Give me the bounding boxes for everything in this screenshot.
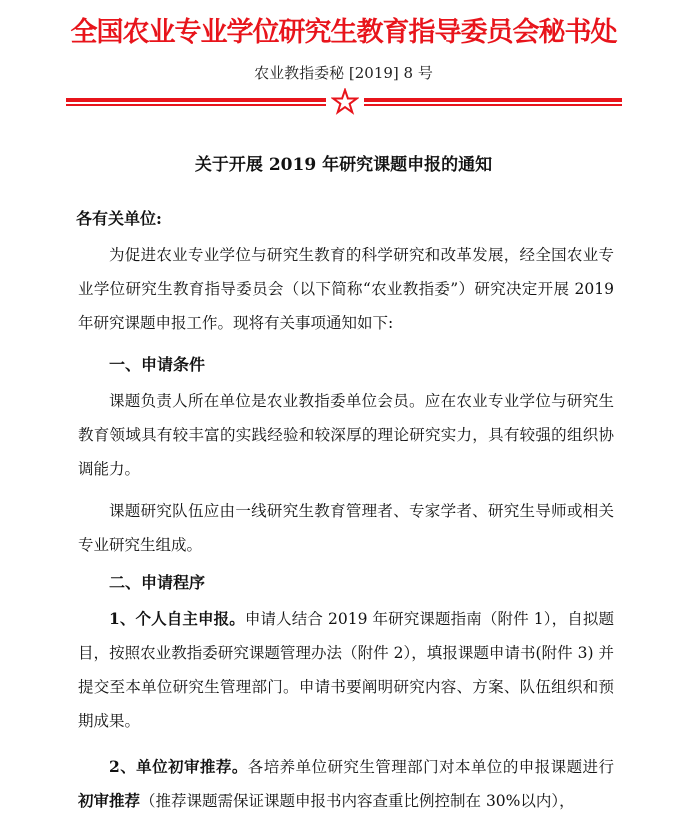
procedure-item-2-label: 2、单位初审推荐。	[109, 757, 248, 776]
conditions-paragraph-1: 课题负责人所在单位是农业教指委单位会员。应在农业专业学位与研究生教育领域具有较丰富的实践经验和较深厚的理论研究实力，具有较强的组织协调能力。	[78, 392, 614, 478]
procedure-item-1	[78, 602, 614, 738]
section-heading-procedure: 二、申请程序	[109, 573, 206, 592]
notice-title: 关于开展 2019 年研究课题申报的通知	[194, 155, 493, 175]
section-heading-conditions: 一、申请条件	[109, 355, 206, 374]
intro-paragraph: 为促进农业专业学位与研究生教育的科学研究和改革发展，经全国农业专业学位研究生教育指导委员会（以下简称“农业教指委”）研究决定开展 2019 年研究课题申报工作。现将有关事项通知如下:	[78, 246, 614, 332]
document-number: 农业教指委秘 [2019] 8 号	[254, 64, 433, 82]
procedure-item-2	[78, 750, 614, 818]
procedure-item-2-text-b: （推荐课题需保证课题申报书内容查重比例控制在 30%以内），	[140, 792, 575, 810]
red-divider-left	[66, 94, 326, 112]
salutation: 各有关单位:	[76, 209, 162, 228]
organization-header: 全国农业专业学位研究生教育指导委员会秘书处	[70, 17, 617, 48]
procedure-item-1-text: 申请人结合 2019 年研究课题指南（附件 1），自拟题目，按照农业教指委研究课题管理办法（附件 2），填报课题申请书(附件 3) 并提交至本单位研究生管理部门。申请书要阐明研究内容、方案、队伍组织和预期成果。	[78, 610, 614, 730]
procedure-item-2-bold: 初审推荐	[78, 791, 141, 810]
procedure-item-2-text-a: 各培养单位研究生管理部门对本单位的申报课题进行	[247, 758, 614, 776]
red-divider-right	[364, 94, 622, 112]
procedure-item-1-label: 1、个人自主申报。	[109, 609, 245, 628]
star-icon	[331, 88, 359, 116]
conditions-paragraph-2: 课题研究队伍应由一线研究生教育管理者、专家学者、研究生导师或相关专业研究生组成。	[78, 502, 614, 554]
